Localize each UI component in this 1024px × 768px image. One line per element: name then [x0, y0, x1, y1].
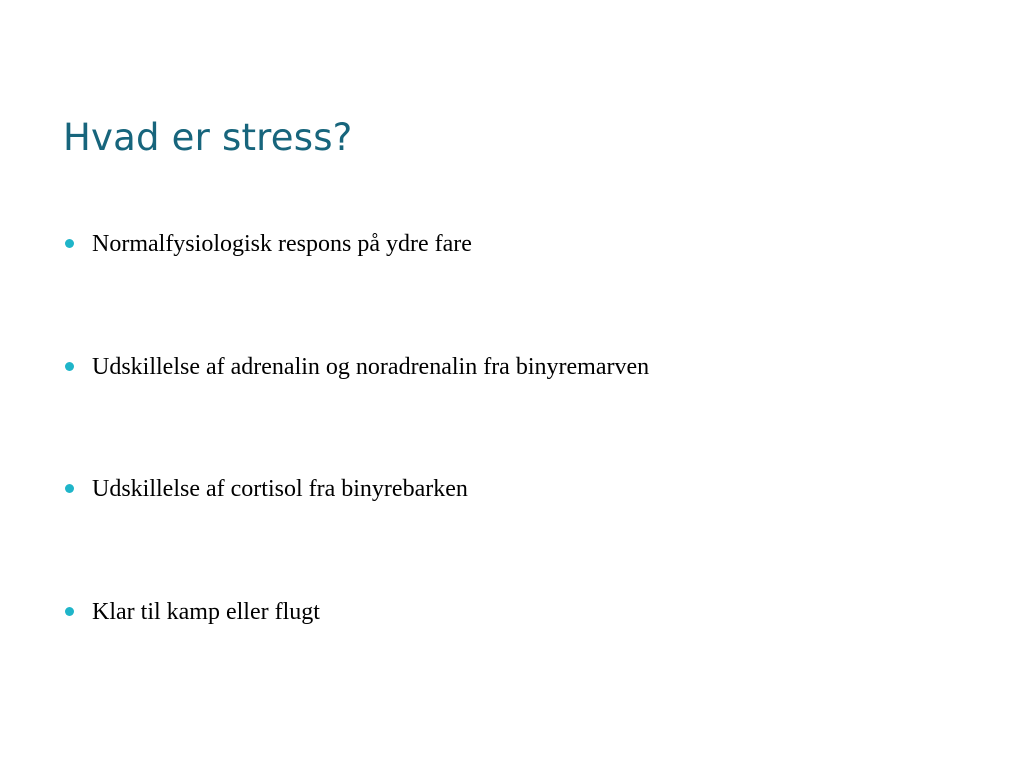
- bullet-dot-icon: [65, 239, 74, 248]
- bullet-dot-icon: [65, 484, 74, 493]
- bullet-text: Klar til kamp eller flugt: [92, 598, 320, 625]
- bullet-text: Udskillelse af cortisol fra binyrebarken: [92, 476, 468, 502]
- bullet-dot-icon: [65, 362, 74, 371]
- slide-title: Hvad er stress?: [63, 116, 353, 159]
- bullet-text: Udskillelse af adrenalin og noradrenalin fra binyremarven: [92, 353, 650, 380]
- bullet-text: Normalfysiologisk respons på ydre fare: [92, 231, 472, 257]
- bullet-dot-icon: [65, 607, 74, 616]
